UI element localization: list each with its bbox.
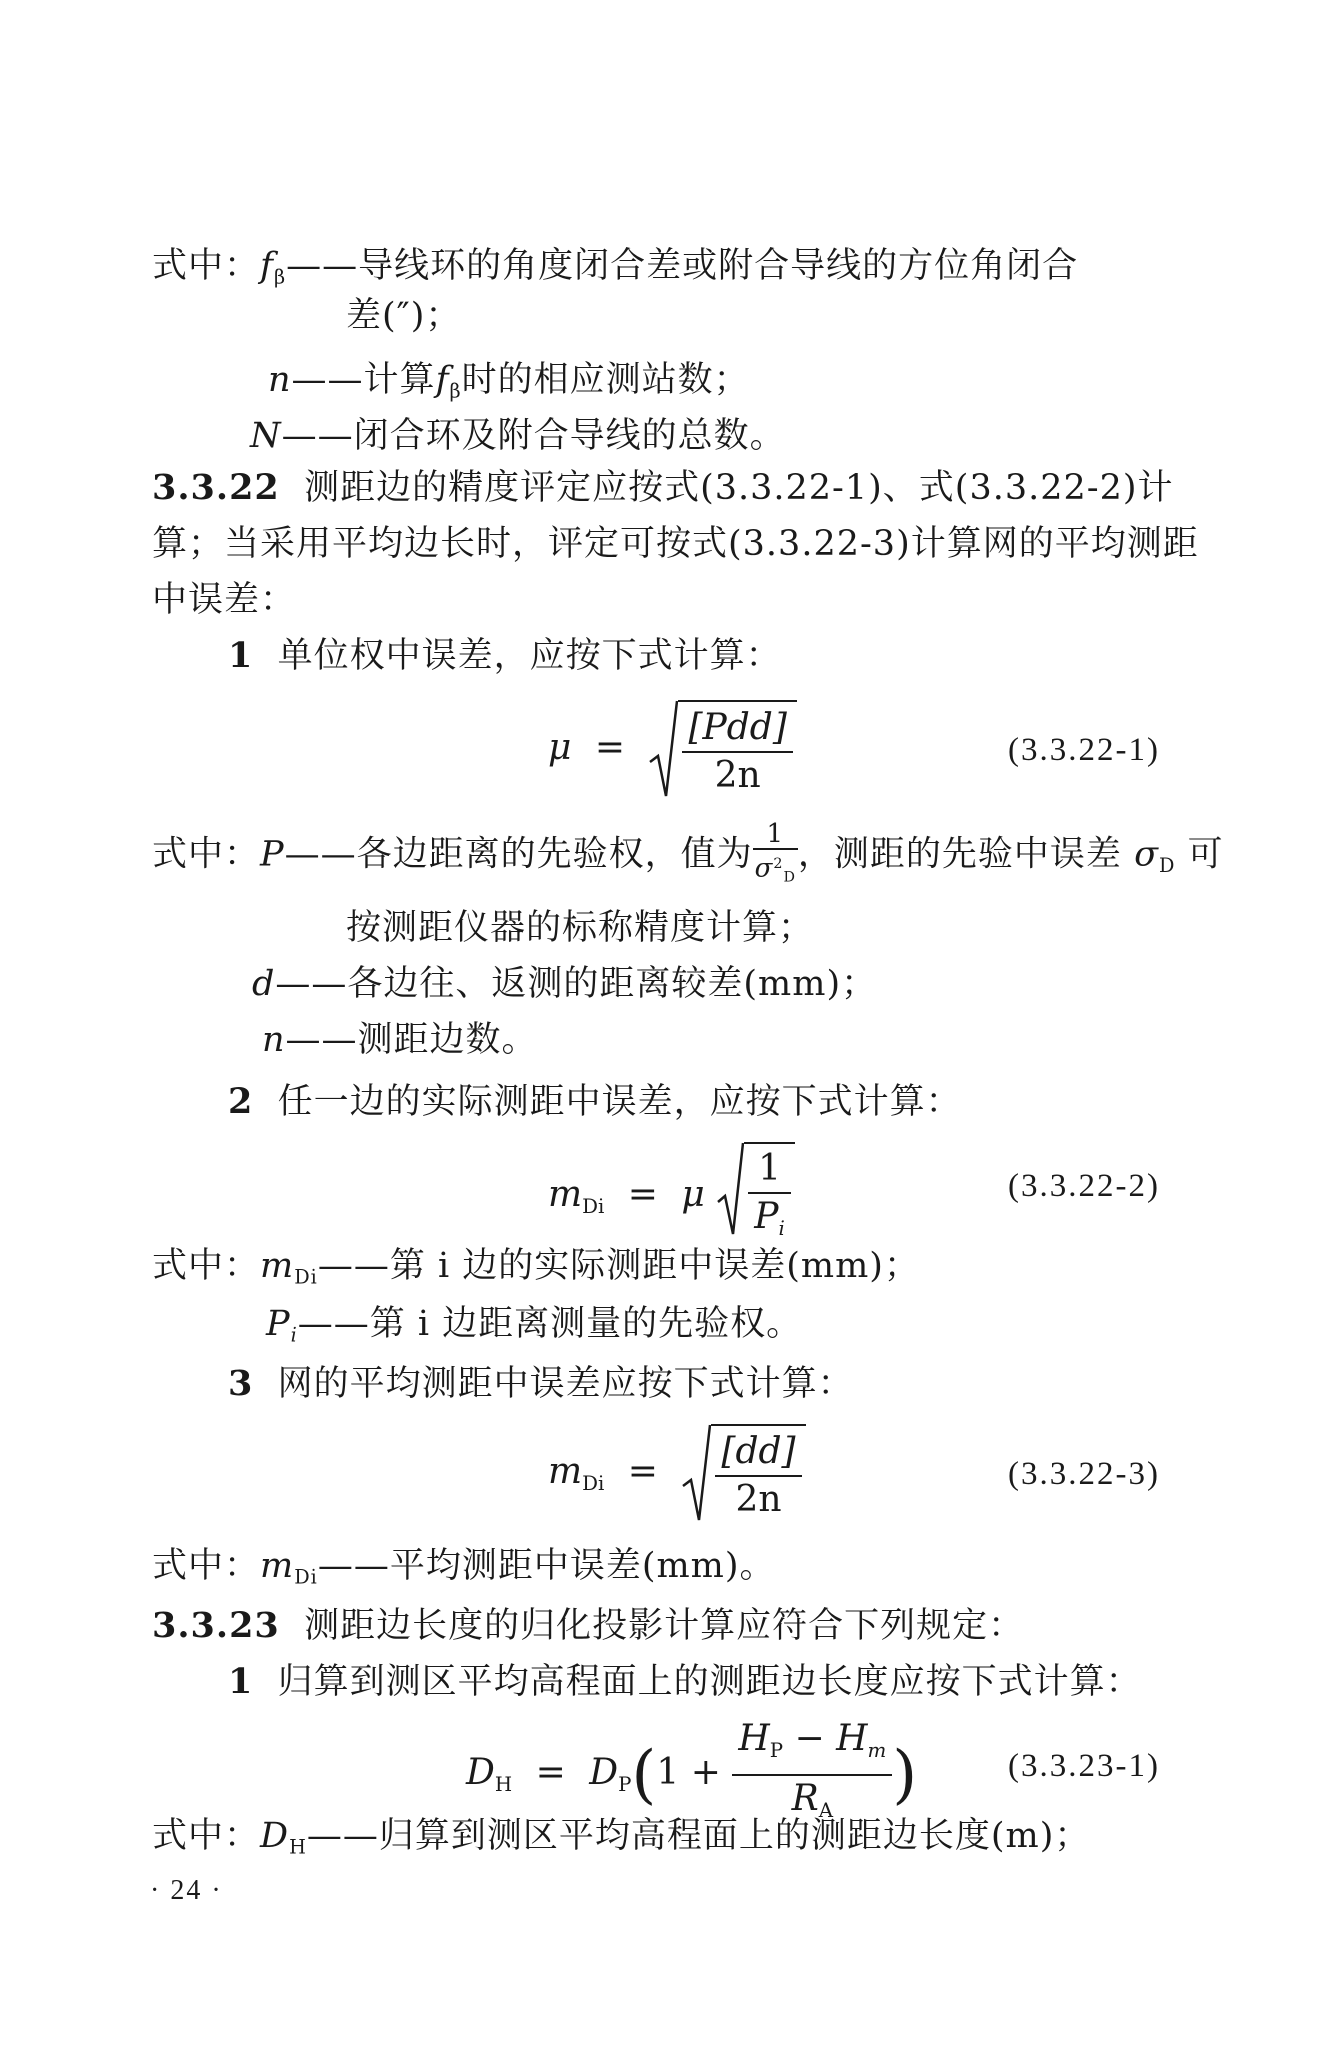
definition-N: N——闭合环及附合导线的总数。 (250, 416, 786, 456)
definition-P-cont: 按测距仪器的标称精度计算； (346, 908, 815, 948)
definition-mDi-average: 式中：$m_{Di}——$平均测距中误差(mm)。 (152, 1546, 776, 1589)
section-3-3-22-line3: 中误差： (152, 580, 297, 620)
sqrt-symbol: $\frac{1}{P_i}$ (716, 1142, 795, 1252)
item-1-heading: 1 单位权中误差，应按下式计算： (228, 635, 782, 676)
formula-3-3-22-2: $m_{Di} = \mu$ $\frac{1}{P_i}$ (548, 1142, 795, 1252)
section-3-3-23: 3.3.23 测距边长度的归化投影计算应符合下列规定： (152, 1605, 1025, 1646)
section-number: 3.3.22 (152, 467, 280, 508)
sqrt-symbol: $\frac{[dd]}{2n}$ (681, 1424, 805, 1524)
equation-number-2: (3.3.22-2) (1008, 1168, 1160, 1204)
section-number: 3.3.23 (152, 1605, 280, 1646)
definition-P: 式中：P——各边距离的先验权，值为 $\frac{1}{\sigma^2_D}$ ，测距的先验中误差 $\sigma_D$ 可 (152, 820, 1224, 892)
section-3-3-22-line1: 3.3.22 测距边的精度评定应按式(3.3.22-1)、式(3.3.22-2)计 (152, 467, 1174, 508)
item-2-heading: 2 任一边的实际测距中误差，应按下式计算： (228, 1081, 962, 1122)
equation-number-3: (3.3.22-3) (1008, 1456, 1160, 1492)
equation-number-4: (3.3.23-1) (1008, 1748, 1160, 1784)
definition-f-beta-cont: 差(″)； (346, 296, 462, 336)
formula-3-3-22-3: $m_{Di}$ = $\frac{[dd]}{2n}$ (548, 1424, 806, 1524)
equation-number-1: (3.3.22-1) (1008, 732, 1160, 768)
definition-Pi: $P_i——$第 i 边距离测量的先验权。 (266, 1304, 803, 1347)
definition-f-beta: 式中：$f_\beta——$导线环的角度闭合差或附合导线的方位角闭合 (152, 246, 1079, 289)
definition-mDi: 式中：$m_{Di}——$第 i 边的实际测距中误差(mm)； (152, 1246, 920, 1289)
definition-n-edges: n——测距边数。 (262, 1020, 538, 1060)
definition-DH: 式中：$D_H——$归算到测区平均高程面上的测距边长度(m)； (152, 1816, 1091, 1859)
formula-3-3-22-1: μ = $\frac{\text{[Pdd]}}{2n}$ (548, 700, 797, 800)
page-number: · 24 · (150, 1875, 223, 1906)
definition-n: n——计算$f_\beta$时的相应测站数； (268, 360, 750, 403)
sqrt-symbol: $\frac{\text{[Pdd]}}{2n}$ (648, 700, 796, 800)
definition-d: d——各边往、返测的距离较差(mm)； (252, 964, 878, 1004)
fraction-1-over-sigma: $\frac{1}{\sigma^2_D}$ (754, 819, 796, 886)
section-3-3-22-line2: 算；当采用平均边长时，评定可按式(3.3.22-3)计算网的平均测距 (152, 524, 1199, 564)
item-3-heading: 3 网的平均测距中误差应按下式计算： (228, 1363, 854, 1404)
formula-3-3-23-1: $D_H = D_P(1$ + $\frac{H_P - H_m}{R_A}$ ) (466, 1718, 918, 1822)
item-1-reduction-heading: 1 归算到测区平均高程面上的测距边长度应按下式计算： (228, 1661, 1142, 1702)
